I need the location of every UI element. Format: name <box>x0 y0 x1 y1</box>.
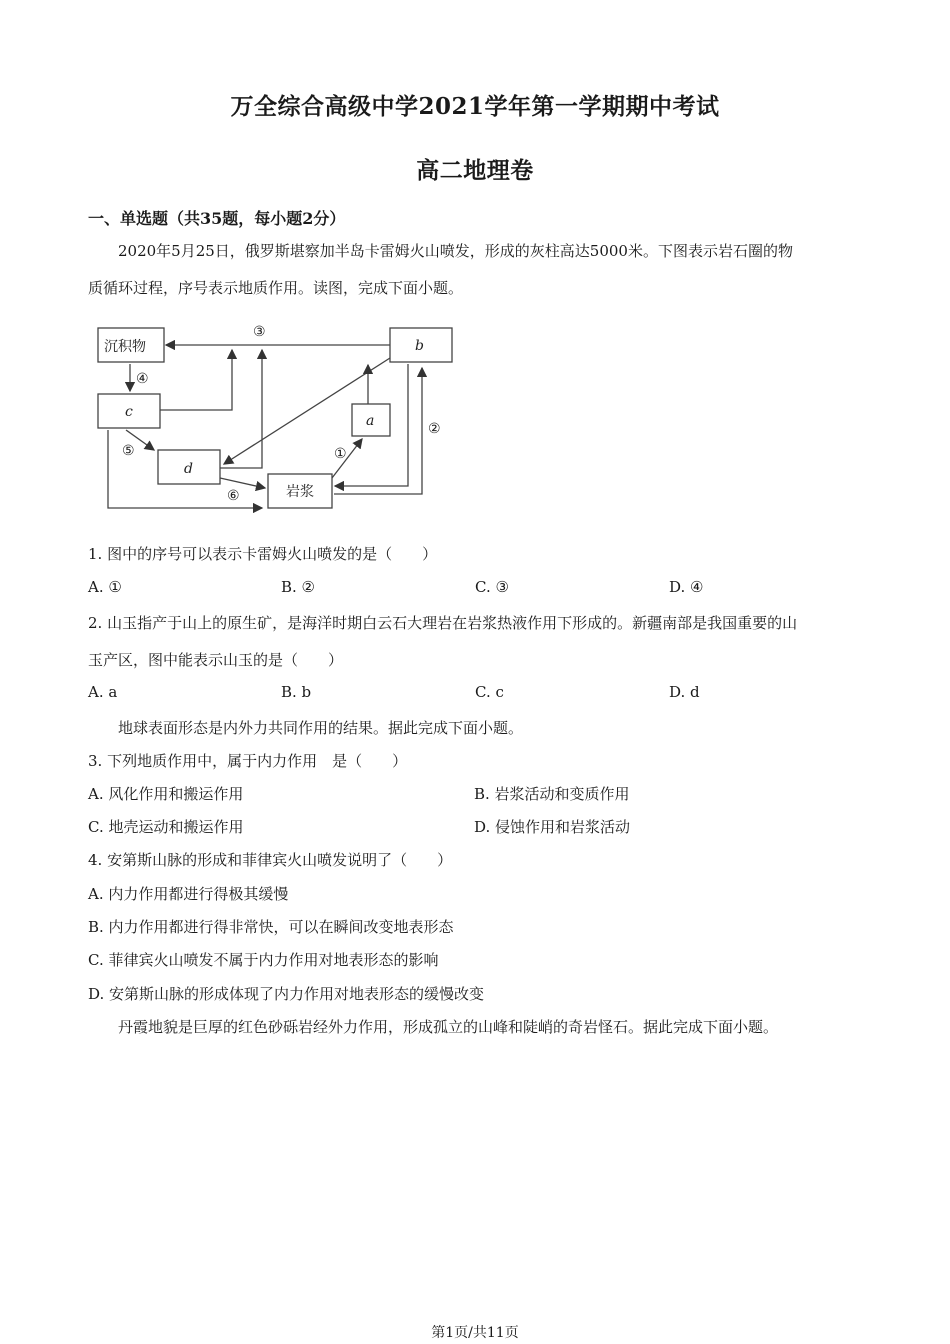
question-3-option-c[interactable]: C. 地壳运动和搬运作用 <box>88 818 244 836</box>
question-1-option-a[interactable]: A. ① <box>88 578 122 596</box>
section-heading: 一、单选题（共35题，每小题2分） <box>88 209 346 228</box>
question-2-option-c[interactable]: C. c <box>475 683 504 701</box>
c-label: c <box>125 404 133 420</box>
question-2-option-d[interactable]: D. d <box>669 683 700 701</box>
process-4-label: ④ <box>136 371 149 387</box>
d-label: d <box>184 461 193 477</box>
question-4-option-a[interactable]: A. 内力作用都进行得极其缓慢 <box>88 885 289 903</box>
question-3-option-a[interactable]: A. 风化作用和搬运作用 <box>88 785 244 803</box>
exam-subtitle: 高二地理卷 <box>416 157 534 184</box>
group-2-intro: 地球表面形态是内外力共同作用的结果。据此完成下面小题。 <box>118 719 524 737</box>
question-4-stem: 4. 安第斯山脉的形成和菲律宾火山喷发说明了（ ） <box>88 851 453 869</box>
b-label: b <box>415 338 424 354</box>
process-3-label: ③ <box>253 324 266 340</box>
question-3-option-b[interactable]: B. 岩浆活动和变质作用 <box>474 785 630 803</box>
process-5-label: ⑤ <box>122 443 135 459</box>
group-3-intro: 丹霞地貌是巨厚的红色砂砾岩经外力作用，形成孤立的山峰和陡峭的奇岩怪石。据此完成下面小题。 <box>118 1018 779 1036</box>
question-3-stem: 3. 下列地质作用中，属于内力作用 是（ ） <box>88 752 408 770</box>
a-label: a <box>366 413 375 429</box>
question-1-option-d[interactable]: D. ④ <box>669 578 704 596</box>
question-4-option-b[interactable]: B. 内力作用都进行得非常快，可以在瞬间改变地表形态 <box>88 918 454 936</box>
question-4-option-d[interactable]: D. 安第斯山脉的形成体现了内力作用对地表形态的缓慢改变 <box>88 985 485 1003</box>
magma-label: 岩浆 <box>286 484 314 500</box>
intro-line-2: 质循环过程，序号表示地质作用。读图，完成下面小题。 <box>88 279 464 297</box>
question-4-option-c[interactable]: C. 菲律宾火山喷发不属于内力作用对地表形态的影响 <box>88 951 439 969</box>
intro-line-1: 2020年5月25日，俄罗斯堪察加半岛卡雷姆火山喷发，形成的灰柱高达5000米。下图表示岩石圈的物 <box>118 242 793 260</box>
process-2-label: ② <box>428 421 441 437</box>
question-2-option-b[interactable]: B. b <box>281 683 312 701</box>
rock-cycle-diagram <box>90 318 470 518</box>
question-1-stem: 1. 图中的序号可以表示卡雷姆火山喷发的是（ ） <box>88 545 438 563</box>
process-6-label: ⑥ <box>227 488 240 504</box>
sediment-label: 沉积物 <box>104 339 146 355</box>
question-2-option-a[interactable]: A. a <box>88 683 118 701</box>
process-1-label: ① <box>334 446 347 462</box>
question-1-option-c[interactable]: C. ③ <box>475 578 509 596</box>
question-1-option-b[interactable]: B. ② <box>281 578 316 596</box>
exam-title: 万全综合高级中学2021学年第一学期期中考试 <box>230 93 720 120</box>
question-3-option-d[interactable]: D. 侵蚀作用和岩浆活动 <box>474 818 631 836</box>
page-number: 第1页/共11页 <box>431 1325 519 1341</box>
question-2-stem-line-1: 2. 山玉指产于山上的原生矿，是海洋时期白云石大理岩在岩浆热液作用下形成的。新疆南部是我国重要的山 <box>88 614 798 632</box>
question-2-stem-line-2: 玉产区，图中能表示山玉的是（ ） <box>88 651 344 669</box>
